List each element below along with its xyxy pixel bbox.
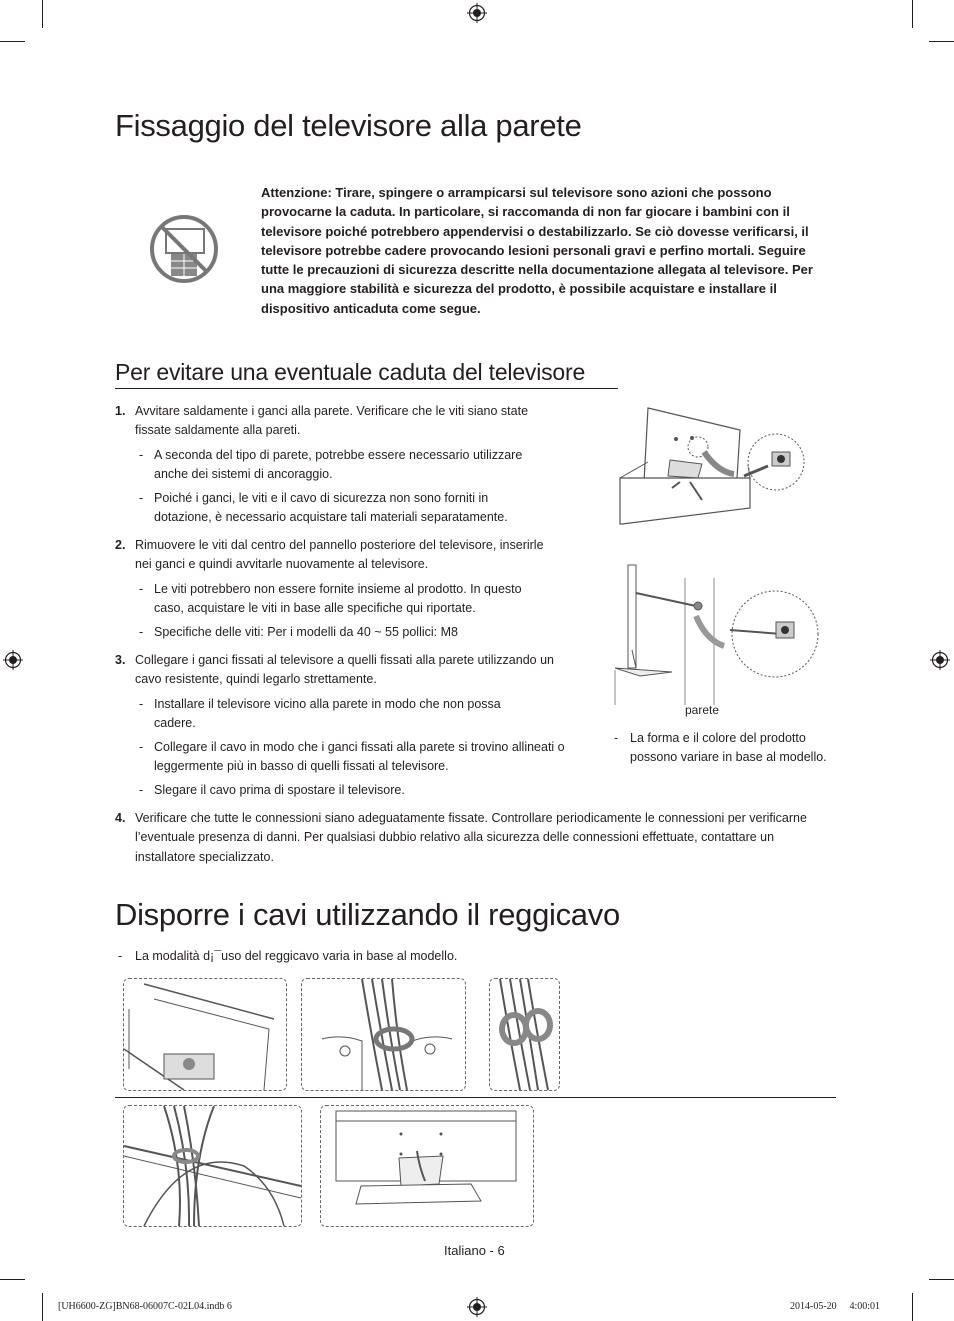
note-line: possono variare in base al modello. xyxy=(630,750,827,765)
crop-mark-top-left-h xyxy=(0,41,25,42)
note-line: Slegare il cavo prima di spostare il televisore. xyxy=(154,783,405,797)
cable-holder-step-image xyxy=(123,978,287,1091)
note-line: A seconda del tipo di parete, potrebbe essere necessario utilizzare xyxy=(154,448,523,462)
registration-mark-icon xyxy=(3,650,23,670)
step-line: cavo resistente, quindi legarlo strettamente. xyxy=(135,672,377,687)
note-item xyxy=(139,623,589,642)
note-line: Specifiche delle viti: Per i modelli da 40 ~ 55 pollici: M8 xyxy=(154,625,458,639)
note-item xyxy=(139,580,589,619)
note-line: cadere. xyxy=(154,716,196,731)
note-line: Installare il televisore vicino alla parete in modo che non possa xyxy=(154,697,501,711)
note-dash: - xyxy=(139,783,144,797)
note-line: La modalità d¡¯uso del reggicavo varia in base al modello. xyxy=(135,949,458,963)
step-line: fissate saldamente alla pareti. xyxy=(135,423,301,438)
note-item xyxy=(139,738,589,777)
registration-mark-icon xyxy=(467,1297,487,1317)
step-4 xyxy=(115,809,845,867)
section-divider xyxy=(115,1097,836,1098)
note-dash: - xyxy=(118,949,123,963)
crop-mark-top-right-h xyxy=(929,41,954,42)
crop-mark-bottom-right-h xyxy=(929,1279,954,1280)
cable-holder-step-image xyxy=(123,1105,302,1227)
step-1 xyxy=(115,402,585,441)
step-number: 1. xyxy=(115,404,126,418)
note-line: La forma e il colore del prodotto xyxy=(630,731,806,745)
crop-mark-bottom-left-v xyxy=(42,1293,43,1321)
note-line: anche dei sistemi di ancoraggio. xyxy=(154,467,333,482)
note-item xyxy=(139,446,589,485)
step-line: Collegare i ganci fissati al televisore a quelli fissati alla parete utilizzando un xyxy=(135,653,554,667)
note-line: Le viti potrebbero non essere fornite insieme al prodotto. In questo xyxy=(154,582,522,596)
footer-timestamp: 2014-05-20 ￿ 4:00:01 xyxy=(790,1301,880,1312)
note-dash: - xyxy=(139,491,144,505)
crop-mark-bottom-left-h xyxy=(0,1279,25,1280)
note-dash: - xyxy=(139,448,144,462)
registration-mark-icon xyxy=(930,650,950,670)
note-dash: - xyxy=(139,582,144,596)
note-dash: - xyxy=(139,625,144,639)
note-line: Collegare il cavo in modo che i ganci fissati alla parete si trovino allineati o xyxy=(154,740,565,754)
step-2 xyxy=(115,536,585,575)
step-number: 3. xyxy=(115,653,126,667)
step-line: nei ganci e quindi avvitarle nuovamente al televisore. xyxy=(135,557,429,572)
note-line: leggermente più in basso di quelli fissati al televisore. xyxy=(154,759,449,774)
tv-back-bracket-illustration xyxy=(610,400,810,530)
warning-text: Attenzione: Tirare, spingere o arrampicarsi sul televisore sono azioni che possono provocarne la caduta. In particolare, si raccomanda di non far giocare i bambini con il televisore poiché potrebbero appendervisi o destabilizzarlo. Se ciò dovesse verificarsi, il televisore potrebbe cadere provocando lesioni personali gravi e perfino mortali. Seguire tutte le precauzioni di sicurezza descritte nella documentazione allegata al televisore. Per una maggiore stabilità e sicurezza del prodotto, è possibile acquistare e installare il dispositivo anticaduta come segue. xyxy=(261,185,813,316)
cable-note xyxy=(118,947,718,966)
step-line: installatore specializzato. xyxy=(135,849,274,864)
note-line: caso, acquistare le viti in base alle specifiche qui riportate. xyxy=(154,601,476,616)
no-climbing-tv-icon xyxy=(149,214,219,284)
crop-mark-bottom-right-v xyxy=(912,1293,913,1321)
side-note xyxy=(614,729,844,768)
step-line: l’eventuale presenza di danni. Per qualsiasi dubbio relativo alla sicurezza delle connessioni effettuate, contattare un xyxy=(135,830,775,845)
registration-mark-icon xyxy=(467,3,487,23)
cable-holder-step-image xyxy=(301,978,466,1091)
cable-holder-step-image xyxy=(320,1105,534,1227)
step-line: Avvitare saldamente i ganci alla parete. Verificare che le viti siano state xyxy=(135,404,529,418)
note-item xyxy=(139,695,589,734)
page-number: Italiano - 6 xyxy=(444,1243,505,1258)
section-title-cables: Disporre i cavi utilizzando il reggicavo xyxy=(115,897,620,932)
page-title: Fissaggio del televisore alla parete xyxy=(115,108,582,143)
note-dash: - xyxy=(614,731,619,745)
note-dash: - xyxy=(139,697,144,711)
step-number: 4. xyxy=(115,811,126,825)
wall-label: parete xyxy=(685,703,720,717)
step-line: Verificare che tutte le connessioni siano adeguatamente fissate. Controllare periodicamente le connessioni per verificarne xyxy=(135,811,807,825)
tv-wall-cable-illustration xyxy=(610,560,840,705)
section-subtitle: Per evitare una eventuale caduta del televisore xyxy=(115,359,618,389)
cable-holder-step-image xyxy=(489,978,560,1091)
step-line: Rimuovere le viti dal centro del pannello posteriore del televisore, inserirle xyxy=(135,538,544,552)
step-3 xyxy=(115,651,585,690)
note-dash: - xyxy=(139,740,144,754)
note-line: dotazione, è necessario acquistare tali materiali separatamente. xyxy=(154,510,508,525)
crop-mark-top-right-v xyxy=(912,0,913,28)
note-item xyxy=(139,781,589,800)
note-line: Poiché i ganci, le viti e il cavo di sicurezza non sono forniti in xyxy=(154,491,489,505)
footer-file-info: [UH6600-ZG]BN68-06007C-02L04.indb 6 xyxy=(58,1301,232,1312)
step-number: 2. xyxy=(115,538,126,552)
crop-mark-top-left-v xyxy=(42,0,43,28)
note-item xyxy=(139,489,589,528)
